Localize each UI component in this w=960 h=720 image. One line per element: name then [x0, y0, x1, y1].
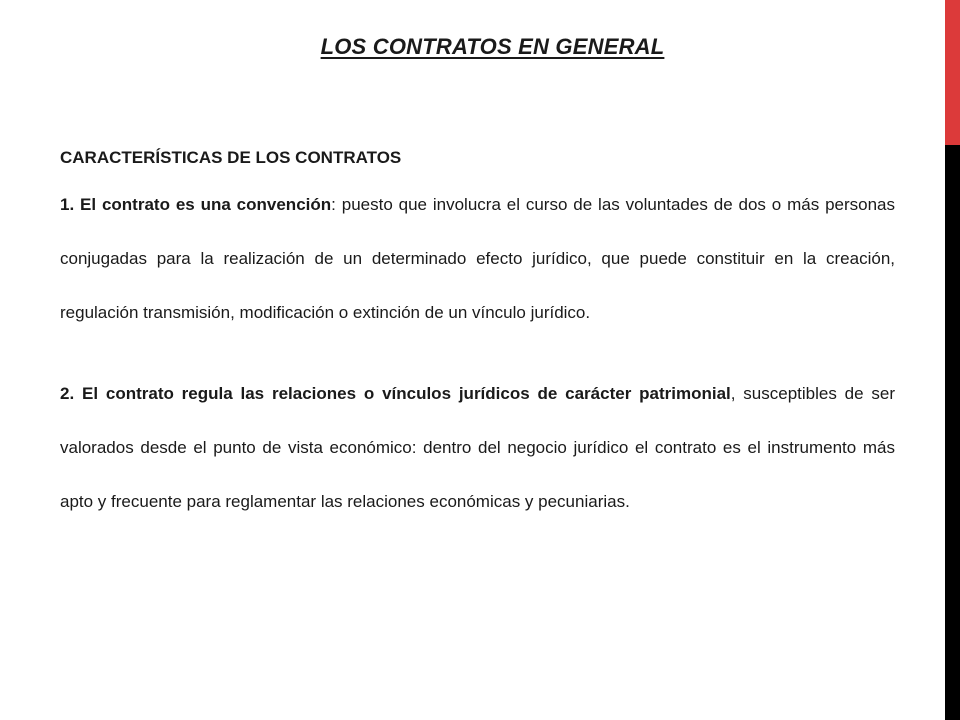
paragraph-1-lead: 1. El contrato es una convención: [60, 195, 332, 214]
paragraph-1-body: : puesto que involucra el curso de las voluntades de dos o más personas conjugadas para la realización de un determinado efecto jurídico, que puede constituir en la creación, regulación transmisión, modificación o extinción de un vínculo jurídico.: [60, 195, 896, 322]
paragraph-2: [60, 367, 895, 529]
paragraph-2-body: , susceptibles de ser valorados desde el punto de vista económico: dentro del negocio jurídico el contrato es el instrumento más apto y frecuente para reglamentar las relaciones económicas y pecuniarias.: [60, 384, 896, 511]
paragraph-2-lead: 2. El contrato regula las relaciones o vínculos jurídicos de carácter patrimonial: [60, 384, 731, 403]
paragraph-1: [60, 178, 895, 340]
slide-content: [60, 146, 895, 529]
slide-title: LOS CONTRATOS EN GENERAL: [320, 34, 665, 59]
section-heading: CARACTERÍSTICAS DE LOS CONTRATOS: [60, 148, 402, 167]
side-accent-red: [945, 0, 960, 145]
side-decoration-bar: [945, 0, 960, 720]
paragraph-spacer: [60, 340, 895, 367]
